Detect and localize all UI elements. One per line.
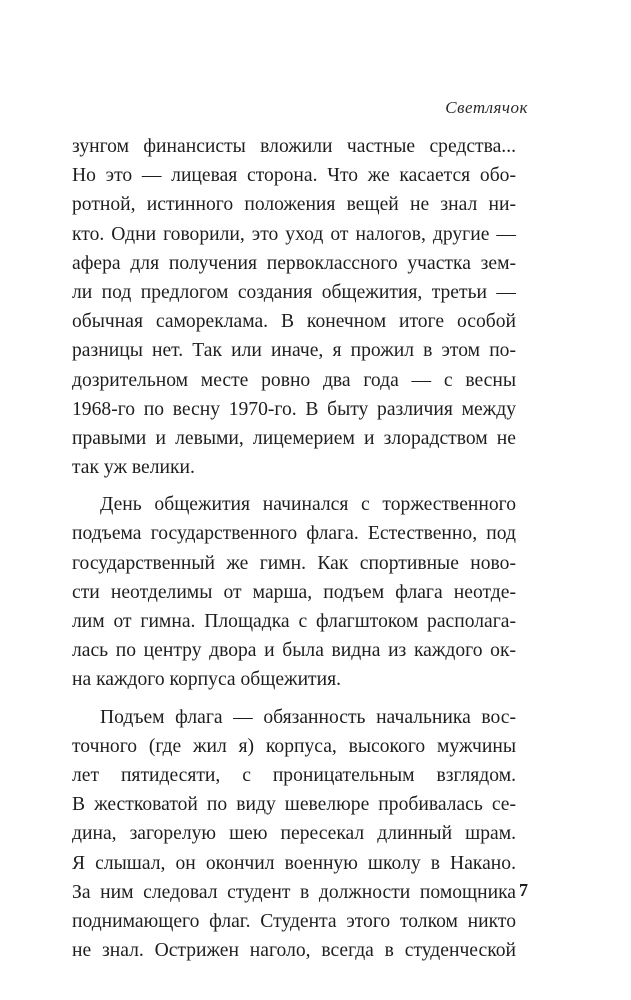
body-text (72, 132, 516, 965)
paragraph-gap (72, 482, 516, 490)
paragraph-gap (72, 695, 516, 703)
text-line: обычная самореклама. В конечном итоге особой (72, 311, 516, 333)
text-line: кто. Одни говорили, это уход от налогов, другие — (72, 223, 516, 245)
text-line: Я слышал, он окончил военную школу в Накано. (72, 852, 516, 874)
text-line: так уж велики. (72, 457, 195, 479)
text-line: не знал. Острижен наголо, всегда в студенческой (72, 940, 516, 962)
text-line: Подъем флага — обязанность начальника вос- (100, 706, 516, 728)
text-line: В жестковатой по виду шевелюре пробивалась се- (72, 794, 516, 816)
text-line: лась по центру двора и была видна из каждого ок- (72, 640, 516, 662)
text-line: подъема государственного флага. Естественно, под (72, 523, 516, 545)
text-line: разницы нет. Так или иначе, я прожил в этом по- (72, 340, 516, 362)
text-line: ротной, истинного положения вещей не знал ни- (72, 194, 516, 216)
paragraph-3 (72, 703, 516, 966)
text-line: лим от гимна. Площадка с флагштоком располага- (72, 611, 516, 632)
text-line: афера для получения первоклассного участка зем- (72, 252, 516, 274)
paragraph-2 (72, 490, 516, 694)
page-number: 7 (519, 880, 528, 900)
text-line: дозрительном месте ровно два года — с весны (72, 369, 516, 391)
text-line: 1968-го по весну 1970-го. В быту различия между (72, 398, 516, 420)
text-line: лет пятидесяти, с проницательным взглядом. (72, 764, 516, 786)
running-head: Светлячок (445, 98, 528, 117)
text-line: Но это — лицевая сторона. Что же касается обо- (72, 165, 516, 187)
text-line: День общежития начинался с торжественного (100, 494, 516, 516)
text-line: ли под предлогом создания общежития, третьи — (72, 281, 516, 303)
text-line: государственный же гимн. Как спортивные ново- (72, 552, 516, 574)
text-line: точного (где жил я) корпуса, высокого мужчины (72, 735, 516, 757)
text-line: поднимающего флаг. Студента этого толком никто (72, 910, 516, 932)
text-line: правыми и левыми, лицемерием и злорадством не (72, 427, 516, 449)
text-line: За ним следовал студент в должности помощника (72, 881, 516, 903)
paragraph-1 (72, 132, 516, 482)
text-line: дина, загорелую шею пересекал длинный шрам. (72, 823, 516, 845)
text-line: зунгом финансисты вложили частные средства... (72, 136, 516, 157)
text-line: сти неотделимы от марша, подъем флага неотде- (72, 581, 516, 603)
text-line: на каждого корпуса общежития. (72, 669, 342, 691)
